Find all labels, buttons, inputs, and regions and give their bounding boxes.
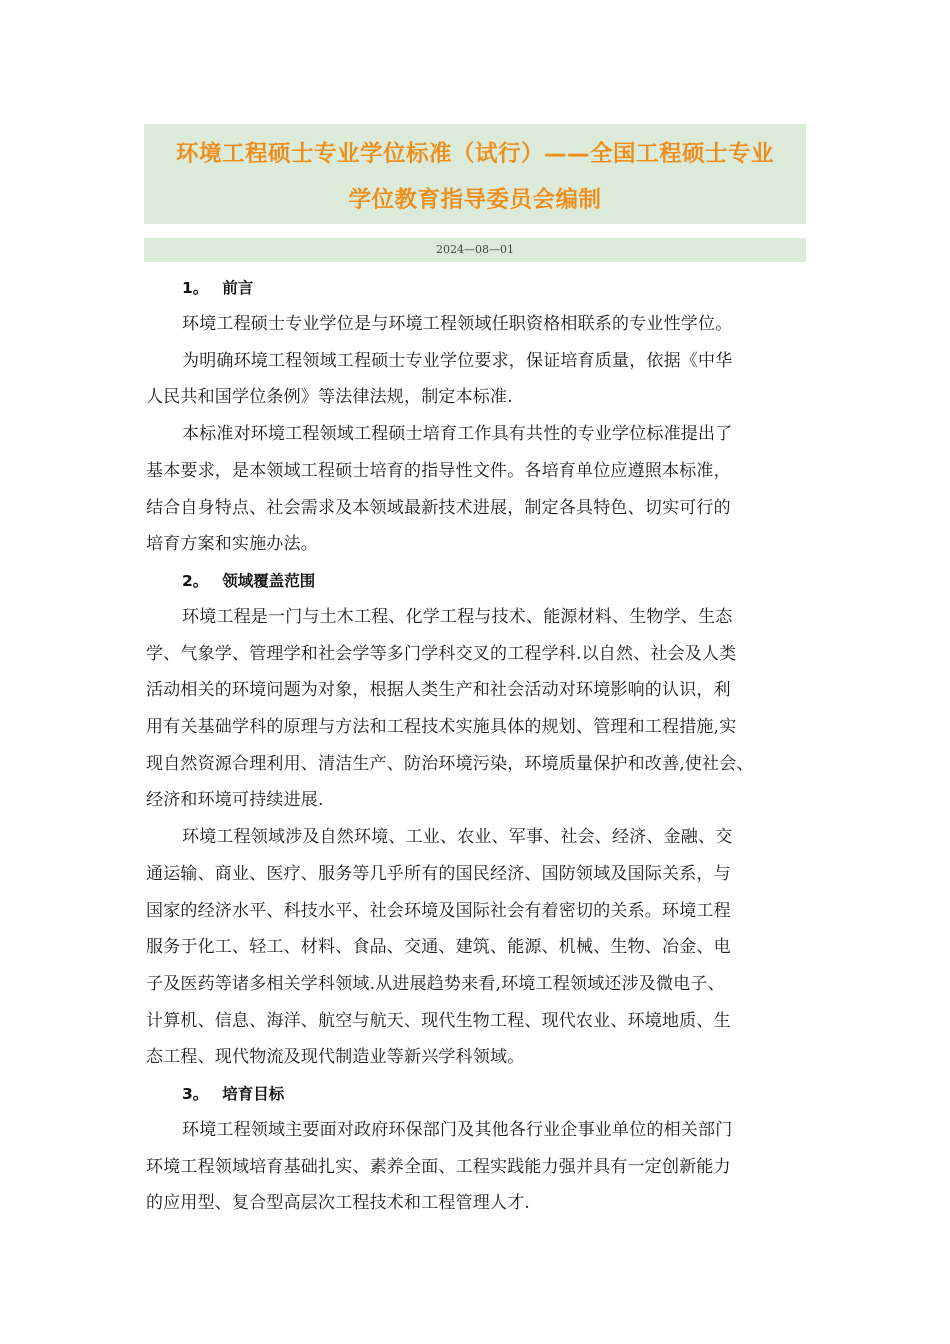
section-heading — [146, 563, 826, 599]
paragraph-line: 态工程、现代物流及现代制造业等新兴学科领域。 — [146, 1047, 525, 1068]
body-paragraph — [146, 1112, 826, 1222]
title-banner — [144, 124, 806, 224]
paragraph-line: 国家的经济水平、科技水平、社会环境及国际社会有着密切的关系。环境工程 — [146, 900, 731, 921]
paragraph-line: 培育方案和实施办法。 — [146, 534, 318, 555]
section-heading — [146, 1076, 826, 1112]
paragraph-line: 现自然资源合理利用、清洁生产、防治环境污染，环境质量保护和改善,使社会、 — [146, 753, 754, 774]
body-paragraph — [146, 819, 826, 1076]
paragraph-line: 环境工程领域主要面对政府环保部门及其他各行业企事业单位的相关部门 — [182, 1120, 733, 1141]
section-title: 领域覆盖范围 — [222, 571, 316, 590]
section-title: 前言 — [222, 279, 254, 297]
paragraph-line: 活动相关的环境问题为对象，根据人类生产和社会活动对环境影响的认识，利 — [146, 680, 731, 701]
section-number: 1。 — [182, 279, 209, 297]
paragraph-line: 人民共和国学位条例》等法律法规，制定本标准. — [146, 387, 513, 408]
paragraph-line: 环境工程领域涉及自然环境、工业、农业、军事、社会、经济、金融、交 — [182, 827, 733, 848]
body-paragraph — [146, 416, 826, 563]
paragraph-line: 用有关基础学科的原理与方法和工程技术实施具体的规划、管理和工程措施,实 — [146, 717, 737, 738]
section-number: 3。 — [182, 1085, 209, 1104]
paragraph-line: 子及医药等诸多相关学科领域.从进展趋势来看,环境工程领域还涉及微电子、 — [146, 973, 725, 994]
paragraph-line: 环境工程是一门与土木工程、化学工程与技术、能源材料、生物学、生态 — [182, 606, 733, 627]
body-paragraph — [146, 306, 826, 343]
paragraph-line: 计算机、信息、海洋、航空与航天、现代生物工程、现代农业、环境地质、生 — [146, 1010, 731, 1031]
publish-date: 2024—08—01 — [144, 238, 806, 262]
document-body — [146, 270, 826, 1222]
paragraph-line: 环境工程硕士专业学位是与环境工程领域任职资格相联系的专业性学位。 — [182, 314, 733, 334]
section-title: 培育目标 — [222, 1085, 285, 1104]
body-paragraph — [146, 343, 826, 416]
paragraph-line: 通运输、商业、医疗、服务等几乎所有的国民经济、国防领域及国际关系，与 — [146, 863, 731, 884]
paragraph-line: 本标准对环境工程领域工程硕士培育工作具有共性的专业学位标准提出了 — [182, 424, 733, 445]
paragraph-line: 为明确环境工程领域工程硕士专业学位要求，保证培育质量，依据《中华 — [182, 350, 733, 371]
document-title-line-1: 环境工程硕士专业学位标准（试行）——全国工程硕士专业 — [175, 141, 774, 167]
paragraph-line: 服务于化工、轻工、材料、食品、交通、建筑、能源、机械、生物、冶金、电 — [146, 937, 731, 958]
paragraph-line: 结合自身特点、社会需求及本领域最新技术进展，制定各具特色、切实可行的 — [146, 497, 731, 518]
document-title-line-2: 学位教育指导委员会编制 — [348, 187, 602, 213]
paragraph-line: 基本要求，是本领域工程硕士培育的指导性文件。各培育单位应遵照本标准， — [146, 460, 731, 481]
paragraph-line: 经济和环境可持续进展. — [146, 790, 324, 811]
paragraph-line: 学、气象学、管理学和社会学等多门学科交叉的工程学科.以自然、社会及人类 — [146, 643, 737, 664]
paragraph-line: 环境工程领域培育基础扎实、素养全面、工程实践能力强并具有一定创新能力 — [146, 1156, 731, 1177]
section-heading — [146, 270, 826, 306]
body-paragraph — [146, 599, 826, 819]
paragraph-line: 的应用型、复合型高层次工程技术和工程管理人才. — [146, 1193, 531, 1214]
section-number: 2。 — [182, 571, 209, 590]
